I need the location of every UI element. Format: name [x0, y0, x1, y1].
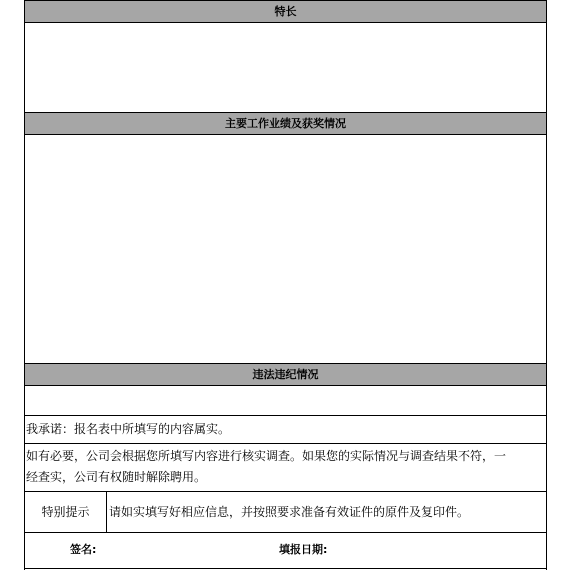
special-notice-row	[25, 492, 546, 532]
row-divider	[25, 443, 546, 444]
violations-section-header	[25, 363, 546, 386]
verification-line-2: 经查实，公司有权随时解除聘用。	[26, 470, 207, 484]
signature-label: 签名:	[70, 543, 97, 556]
special-notice-label	[25, 492, 107, 532]
verification-line-1: 如有必要，公司会根据您所填写内容进行核实调查。如果您的实际情况与调查结果不符，一	[26, 449, 507, 463]
special-notice-text	[108, 492, 546, 532]
specialty-header-label: 特长	[274, 5, 297, 18]
fill-date-label: 填报日期:	[279, 543, 328, 556]
special-notice-label-text: 特别提示	[41, 505, 90, 519]
signature-row	[25, 533, 546, 568]
application-form	[24, 0, 547, 570]
row-divider	[25, 415, 546, 416]
commitment-statement	[25, 419, 546, 441]
special-notice-text-content: 请如实填写好相应信息，并按照要求准备有效证件的原件及复印件。	[109, 505, 470, 519]
specialty-section-header	[25, 0, 546, 23]
achievements-header-label: 主要工作业绩及获奖情况	[225, 117, 346, 130]
commitment-line-1: 我承诺：报名表中所填写的内容属实。	[26, 422, 231, 436]
achievements-section-header	[25, 112, 546, 135]
form-bottom-border	[25, 568, 546, 569]
achievements-input-area[interactable]	[25, 135, 546, 363]
violations-header-label: 违法违纪情况	[252, 368, 319, 381]
violations-input-area[interactable]	[25, 386, 546, 415]
verification-notice	[25, 446, 546, 490]
specialty-input-area[interactable]	[25, 23, 546, 113]
